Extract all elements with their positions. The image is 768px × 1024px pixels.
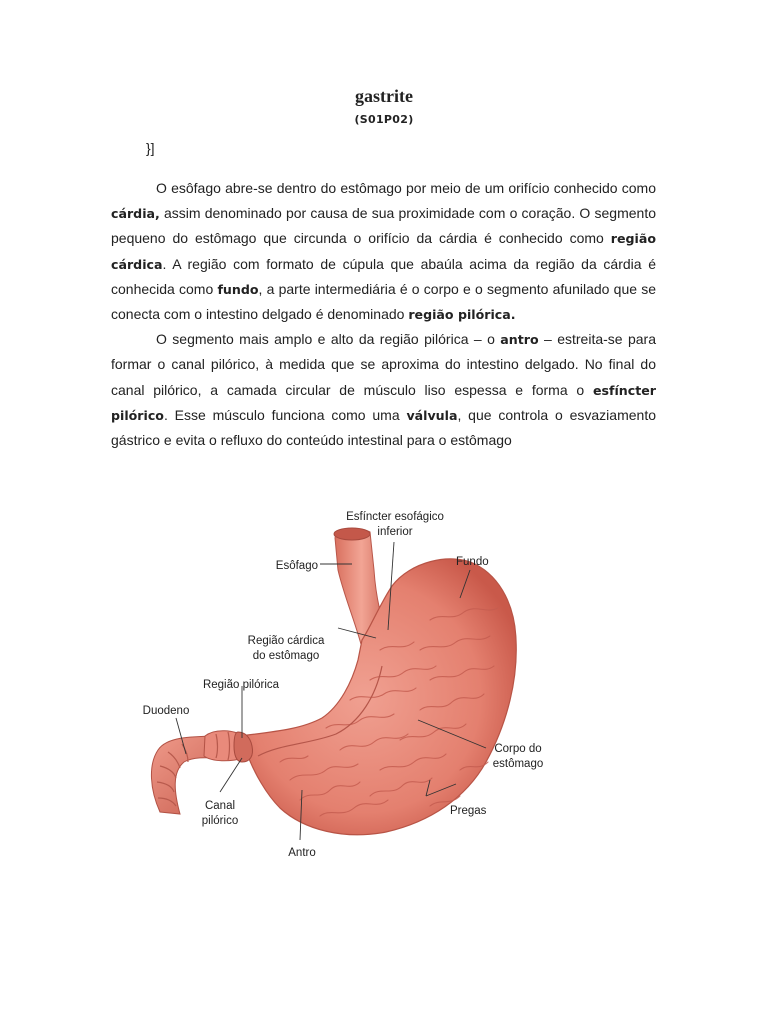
text-run: . A região com formato de cúpula que abaúla acima da região da cárdia é conhecida como bbox=[111, 255, 656, 297]
bold-term: válvula bbox=[406, 407, 458, 423]
document-code: (S01P02) bbox=[354, 113, 414, 126]
bold-term: fundo bbox=[217, 281, 259, 297]
paragraph-2 bbox=[111, 327, 656, 453]
label-regiao-pilorica: Região pilórica bbox=[202, 679, 280, 691]
label-regiao-cardica-1: Região cárdica bbox=[247, 635, 325, 647]
text-run: . Esse músculo funciona como uma bbox=[163, 406, 407, 423]
body-text bbox=[111, 176, 656, 453]
label-esfincter-2: inferior bbox=[377, 526, 413, 538]
label-antro: Antro bbox=[288, 847, 316, 859]
label-corpo-1: Corpo do bbox=[494, 743, 542, 755]
bold-term: região cárdica bbox=[111, 231, 656, 272]
label-esofago: Esôfago bbox=[275, 560, 318, 572]
label-canal-1: Canal bbox=[204, 800, 236, 812]
label-canal-2: pilórico bbox=[201, 815, 239, 827]
label-fundo: Fundo bbox=[456, 556, 489, 568]
bold-term: esfíncter pilórico bbox=[111, 382, 656, 423]
text-run: O esôfago abre-se dentro do estômago por meio de um orifício conhecido como bbox=[156, 180, 656, 196]
stomach-illustration bbox=[130, 500, 560, 870]
stomach-anatomy-figure bbox=[130, 500, 560, 870]
label-duodeno: Duodeno bbox=[142, 705, 190, 717]
label-corpo-2: estômago bbox=[492, 758, 544, 770]
paragraph-1 bbox=[111, 176, 656, 327]
text-run: , que controla o esvaziamento gástrico e evita o refluxo do conteúdo intestinal para o estômago bbox=[111, 406, 656, 449]
stray-text: }] bbox=[146, 140, 155, 156]
text-run: , a parte intermediária é o corpo e o segmento afunilado que se conecta com o intestino delgado é denominado bbox=[111, 280, 656, 323]
text-run: assim denominado por causa de sua proximidade com o coração. O segmento pequeno do estômago que circunda o orifício da cárdia é conhecido como bbox=[111, 205, 656, 247]
document-title: gastrite bbox=[355, 86, 413, 106]
label-esfincter-1: Esfíncter esofágico bbox=[346, 511, 444, 523]
bold-term: cárdia, bbox=[111, 206, 160, 222]
bold-term: antro bbox=[500, 332, 539, 348]
text-run: O segmento mais amplo e alto da região pilórica – o bbox=[156, 331, 501, 348]
label-pregas: Pregas bbox=[450, 805, 487, 817]
text-run: – estreita-se para formar o canal pilórico, à medida que se aproxima do intestino delgado. No final do canal pilórico, a camada circular de músculo liso espessa e forma o bbox=[111, 331, 656, 398]
bold-term: região pilórica. bbox=[408, 307, 516, 323]
label-regiao-cardica-2: do estômago bbox=[252, 650, 320, 662]
esophagus-opening bbox=[334, 528, 370, 540]
